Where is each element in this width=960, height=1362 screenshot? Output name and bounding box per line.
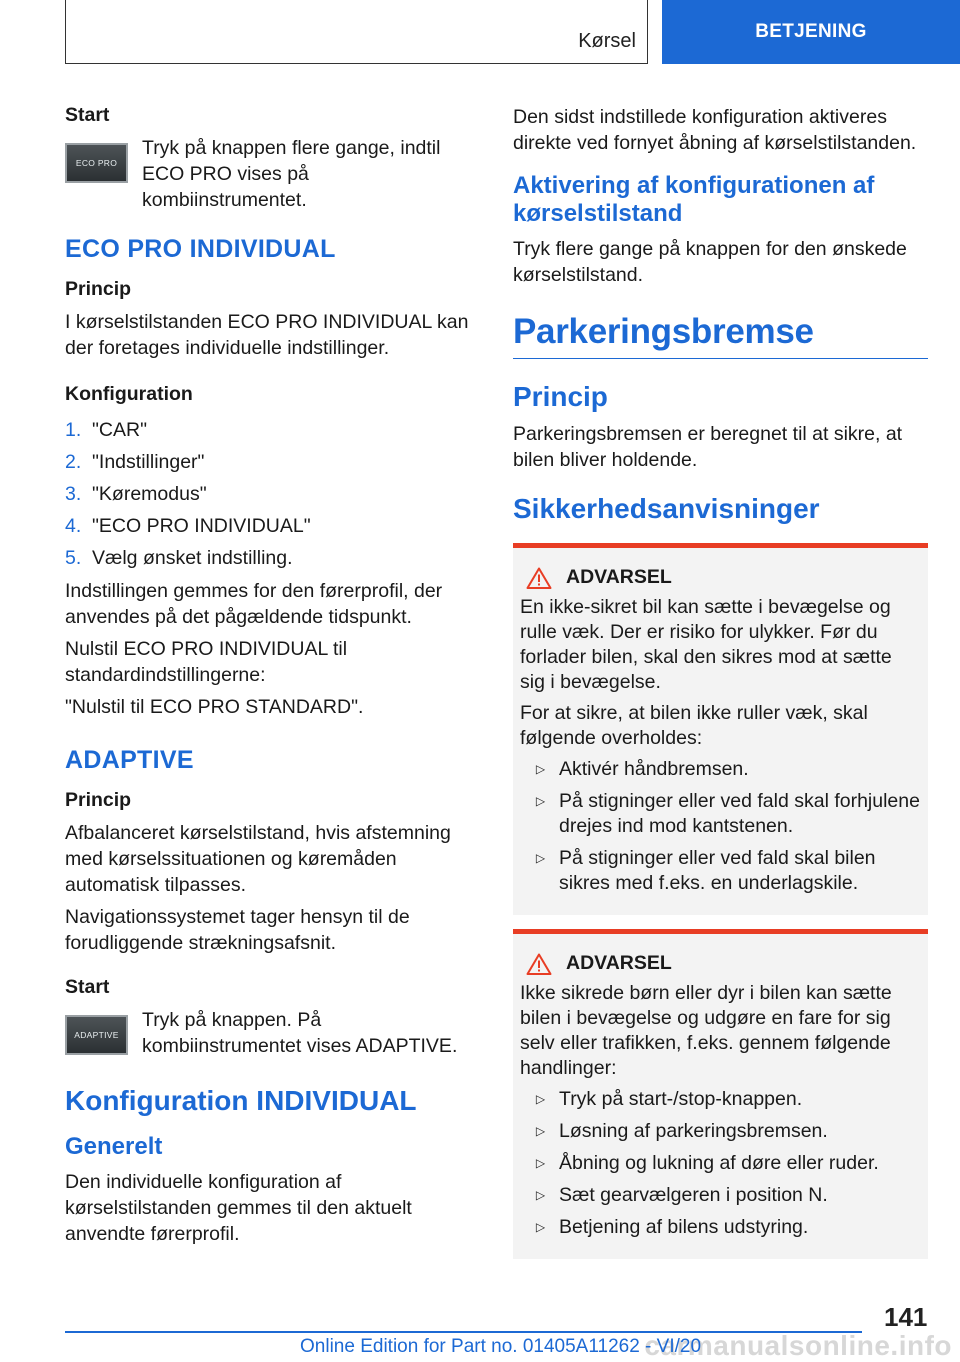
eco-pro-button-row — [65, 135, 477, 213]
list-item-text: Aktivér håndbremsen. — [559, 758, 749, 780]
princip-label: Princip — [65, 278, 132, 300]
step-item — [65, 478, 477, 510]
bullet-triangle-icon: ▷ — [535, 1092, 546, 1106]
step-item — [65, 446, 477, 478]
step-text: "Indstillinger" — [92, 451, 205, 473]
warning-header — [520, 952, 922, 975]
heading-aktivering: Aktivering af konfigurationen af kørselstilstand — [513, 172, 875, 227]
header-section: Kørsel — [578, 30, 636, 52]
step-text: Vælg ønsket indstilling. — [92, 547, 293, 569]
warning-title: ADVARSEL — [566, 566, 672, 588]
bullet-triangle-icon: ▷ — [535, 762, 546, 776]
list-item-text: Tryk på start-/stop-knappen. — [559, 1088, 803, 1110]
heading-princip: Princip — [513, 381, 608, 412]
eco-pro-instruction: Tryk på knappen flere gange, indtil ECO PRO vises på kombiinstrumentet. — [142, 137, 441, 211]
heading-sikkerhedsanvisninger: Sikkerhedsanvisninger — [513, 493, 820, 524]
left-column — [65, 104, 477, 1253]
warning-text: Ikke sikrede børn eller dyr i bilen kan sætte bilen i bevægelse og udgøre en fare for sig selv eller trafikken, f.eks. gennem følgende handlinger: — [520, 982, 892, 1079]
bullet-triangle-icon: ▷ — [535, 851, 546, 865]
adaptive-princip-text: Afbalanceret kørselstilstand, hvis afstemning med kørselssituationen og køremåden automatisk tilpasses. — [65, 822, 451, 896]
list-item — [520, 1119, 922, 1144]
page-number: 141 — [884, 1302, 928, 1332]
start-label: Start — [65, 976, 110, 998]
eco-pro-button-icon: ECO PRO — [65, 143, 128, 183]
right-column — [513, 104, 928, 1273]
heading-konfiguration-individual: Konfiguration INDIVIDUAL — [65, 1085, 417, 1116]
header-tab-label: BETJENING — [755, 21, 867, 42]
step-number: 4. — [65, 515, 82, 537]
warning-header — [520, 566, 922, 589]
princip-label: Princip — [65, 789, 132, 811]
bullet-triangle-icon: ▷ — [535, 794, 546, 808]
aktivering-text: Tryk flere gange på knappen for den ønskede kørselstilstand. — [513, 238, 907, 286]
list-item-text: Sæt gearvælgeren i position N. — [559, 1184, 828, 1206]
reset-command: "Nulstil til ECO PRO STANDARD". — [65, 696, 364, 718]
footer-edition: Online Edition for Part no. 01405A11262 - VI/20 — [300, 1336, 702, 1357]
warning-triangle-icon — [520, 953, 558, 975]
list-item-text: Løsning af parkeringsbremsen. — [559, 1120, 828, 1142]
saved-text: Indstillingen gemmes for den førerprofil, der anvendes på det pågældende tidspunkt. — [65, 580, 443, 628]
heading-generelt: Generelt — [65, 1133, 163, 1160]
bullet-triangle-icon: ▷ — [535, 1220, 546, 1234]
bullet-triangle-icon: ▷ — [535, 1124, 546, 1138]
konfiguration-steps — [65, 414, 477, 574]
list-item — [520, 1215, 922, 1240]
navigation-text: Navigationssystemet tager hensyn til de forudliggende strækningsafsnit. — [65, 906, 410, 954]
konfiguration-label: Konfiguration — [65, 383, 193, 405]
step-item — [65, 542, 477, 574]
step-item — [65, 510, 477, 542]
step-item — [65, 414, 477, 446]
warning-list — [520, 757, 922, 896]
step-number: 1. — [65, 419, 82, 441]
list-item — [520, 1151, 922, 1176]
warning-text: For at sikre, at bilen ikke ruller væk, skal følgende overholdes: — [520, 702, 868, 749]
list-item — [520, 1087, 922, 1112]
last-config-text: Den sidst indstillede konfiguration aktiveres direkte ved fornyet åbning af kørselstilstanden. — [513, 106, 917, 154]
list-item-text: Åbning og lukning af døre eller ruder. — [559, 1152, 879, 1174]
bullet-triangle-icon: ▷ — [535, 1188, 546, 1202]
warning-triangle-icon — [520, 567, 558, 589]
list-item-text: På stigninger eller ved fald skal forhjulene drejes ind mod kantstenen. — [559, 790, 920, 837]
warning-text: En ikke-sikret bil kan sætte i bevægelse og rulle væk. Der er risiko for ulykker. Før du forlader bilen, skal den sikres mod at sætte sig i bevægelse. — [520, 596, 892, 693]
warning-box — [513, 929, 928, 1259]
header-tab[interactable] — [662, 0, 960, 64]
heading-adaptive: ADAPTIVE — [65, 746, 194, 774]
heading-parkeringsbremse: Parkeringsbremse — [513, 312, 928, 359]
adaptive-button-icon: ADAPTIVE — [65, 1015, 128, 1055]
bullet-triangle-icon: ▷ — [535, 1156, 546, 1170]
step-number: 3. — [65, 483, 82, 505]
step-text: "CAR" — [92, 419, 148, 441]
header-box — [65, 0, 648, 64]
list-item-text: Betjening af bilens udstyring. — [559, 1216, 809, 1238]
reset-text: Nulstil ECO PRO INDIVIDUAL til standardindstillingerne: — [65, 638, 348, 686]
watermark: carmanualsonline.info — [644, 1330, 952, 1361]
list-item — [520, 757, 922, 782]
warning-box — [513, 543, 928, 915]
generelt-text: Den individuelle konfiguration af kørselstilstanden gemmes til den aktuelt anvendte førerprofil. — [65, 1171, 412, 1245]
adaptive-instruction: Tryk på knappen. På kombiinstrumentet vises ADAPTIVE. — [142, 1009, 458, 1057]
list-item-text: På stigninger eller ved fald skal bilen sikres med f.eks. en underlagskile. — [559, 847, 876, 894]
step-text: "Køremodus" — [92, 483, 207, 505]
princip-text: I kørselstilstanden ECO PRO INDIVIDUAL kan der foretages individuelle indstillinger. — [65, 311, 469, 359]
heading-eco-pro-individual: ECO PRO INDIVIDUAL — [65, 235, 336, 263]
start-label: Start — [65, 104, 110, 126]
warning-list — [520, 1087, 922, 1240]
step-number: 5. — [65, 547, 82, 569]
list-item — [520, 789, 922, 839]
list-item — [520, 1183, 922, 1208]
adaptive-button-row — [65, 1007, 477, 1059]
step-number: 2. — [65, 451, 82, 473]
princip-text: Parkeringsbremsen er beregnet til at sikre, at bilen bliver holdende. — [513, 423, 903, 471]
warning-title: ADVARSEL — [566, 952, 672, 974]
list-item — [520, 846, 922, 896]
step-text: "ECO PRO INDIVIDUAL" — [92, 515, 311, 537]
